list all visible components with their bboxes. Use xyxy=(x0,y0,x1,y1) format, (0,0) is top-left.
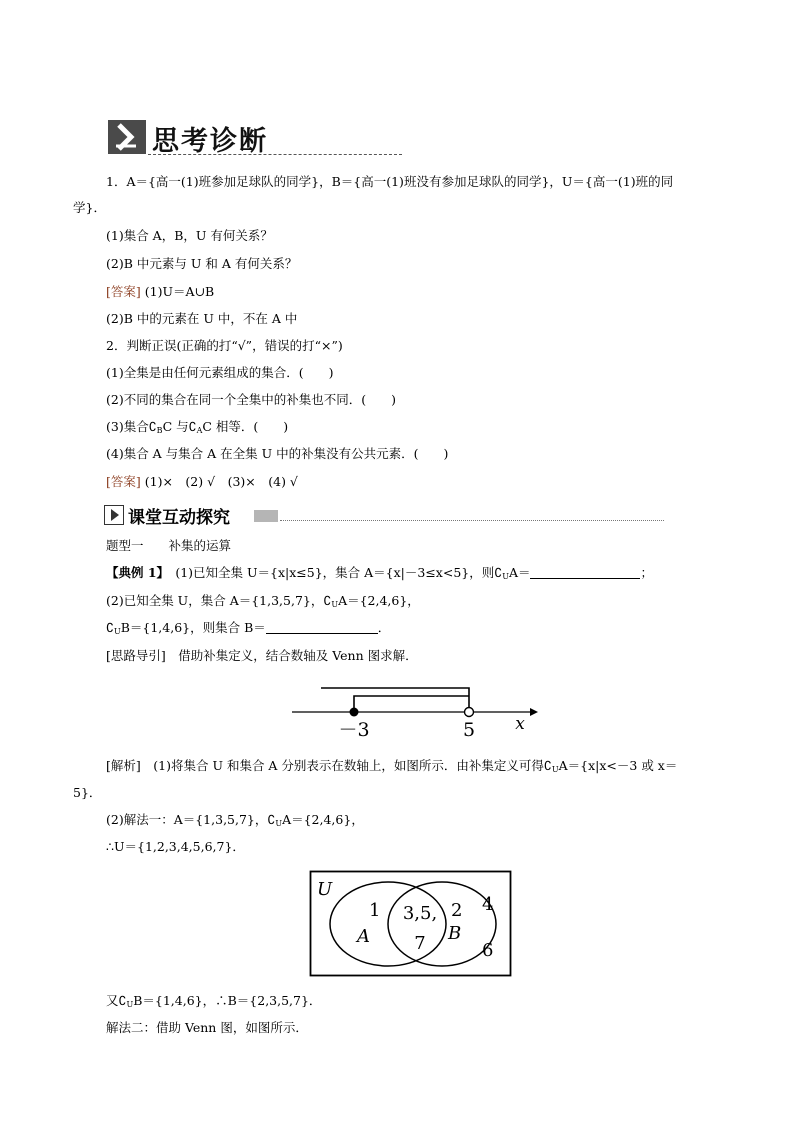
q2-s4: (4)集合 A 与集合 A 在全集 U 中的补集没有公共元素．( ) xyxy=(106,446,449,461)
q1-sub2: (2)B 中元素与 U 和 A 有何关系？ xyxy=(106,256,298,271)
example-line1 xyxy=(106,565,653,585)
example-line3 xyxy=(106,620,390,640)
dotted-divider xyxy=(280,520,664,521)
example-text: B＝{1,4,6}，则集合 B＝ xyxy=(120,620,266,635)
hint-tag: [思路导引] xyxy=(106,648,166,663)
left-label: －3 xyxy=(338,719,370,741)
arrow-icon xyxy=(108,120,146,154)
answer-text: (1)U＝A∪B xyxy=(144,284,215,299)
subscript: U xyxy=(551,765,559,774)
hint-line xyxy=(106,648,418,664)
set-a-bracket xyxy=(354,696,469,712)
example-text: (2)已知全集 U，集合 A＝{1,3,5,7}，∁ xyxy=(106,593,332,608)
elements-both-bottom: 7 xyxy=(414,933,426,954)
q2-s1: (1)全集是由任何元素组成的集合．( ) xyxy=(106,365,334,380)
q2-s3-part: C 相等．( ) xyxy=(202,419,289,434)
analysis-line4: ∴U＝{1,2,3,4,5,6,7}． xyxy=(106,839,245,854)
section-title: 思考诊断 xyxy=(152,126,268,157)
example-text: A＝{2,4,6}， xyxy=(338,593,420,608)
right-label: 5 xyxy=(462,719,476,741)
analysis-text: B＝{1,4,6}，∴B＝{2,3,5,7}． xyxy=(133,993,322,1008)
subscript: U xyxy=(126,1000,134,1009)
example-text: (1)已知全集 U＝{x|x≤5}，集合 A＝{x|－3≤x<5}，则∁ xyxy=(162,565,503,580)
analysis-text: A＝{2,4,6}， xyxy=(282,812,364,827)
arrow-box-icon xyxy=(104,505,124,525)
answer-blank xyxy=(530,566,640,579)
subscript: U xyxy=(331,600,339,609)
example-text: ． xyxy=(377,620,391,635)
answer-tag: [答案] xyxy=(106,284,141,299)
subscript: A xyxy=(196,426,203,435)
universe-label: U xyxy=(317,879,333,900)
q1-answer2: (2)B 中的元素在 U 中，不在 A 中 xyxy=(106,311,298,326)
grey-bar xyxy=(254,510,278,522)
example-text: A＝ xyxy=(508,565,531,580)
example-text: ∁ xyxy=(106,620,114,635)
q1-sub1: (1)集合 A，B，U 有何关系？ xyxy=(106,228,273,243)
analysis-tag: [解析] xyxy=(106,758,141,773)
axis-label: x xyxy=(515,714,525,734)
answer-tag: [答案] xyxy=(106,474,141,489)
venn-diagram xyxy=(309,870,513,978)
analysis-text: (1)将集合 U 和集合 A 分别表示在数轴上，如图所示．由补集定义可得∁ xyxy=(140,758,552,773)
example-text: ； xyxy=(640,565,653,580)
subscript: U xyxy=(502,572,509,581)
q2-answer xyxy=(106,474,298,490)
element-only-a: 1 xyxy=(369,900,381,921)
answer-blank xyxy=(266,621,378,634)
element-outside-4: 4 xyxy=(482,894,494,915)
q1-answer xyxy=(106,284,214,300)
element-only-b: 2 xyxy=(451,900,463,921)
set-b-label: B xyxy=(448,923,462,944)
set-u-bracket xyxy=(321,688,469,712)
type-title: 题型一 补集的运算 xyxy=(106,538,232,553)
axis-arrow-icon xyxy=(530,708,538,716)
q2-s2: (2)不同的集合在同一个全集中的补集也不同．( ) xyxy=(106,392,396,407)
q1-line1: 1．A＝{高一(1)班参加足球队的同学}，B＝{高一(1)班没有参加足球队的同学}，U＝{高一(1)班的同 xyxy=(106,174,674,189)
q1-line2: 学}． xyxy=(73,200,106,215)
example-line2 xyxy=(106,593,420,613)
q2-s3 xyxy=(106,419,288,439)
q2-s3-part: C 与∁ xyxy=(162,419,197,434)
analysis-line6: 解法二：借助 Venn 图，如图所示． xyxy=(106,1020,308,1035)
elements-both-top: 3,5, xyxy=(402,903,438,924)
hint-text: 借助补集定义，结合数轴及 Venn 图求解． xyxy=(165,648,418,663)
section-header-classroom xyxy=(104,502,666,526)
subscript: U xyxy=(113,627,121,636)
analysis-line1 xyxy=(106,758,677,778)
set-a-label: A xyxy=(357,926,370,947)
open-point xyxy=(465,708,474,717)
q2-s3-part: (3)集合∁ xyxy=(106,419,157,434)
number-line-figure xyxy=(288,682,538,742)
analysis-line5 xyxy=(106,993,321,1013)
analysis-text: A＝{x|x<－3 或 x＝ xyxy=(558,758,678,773)
subscript: U xyxy=(275,819,283,828)
subscript: B xyxy=(156,426,163,435)
element-outside-6: 6 xyxy=(482,940,494,961)
answer-text: (1)× (2) √ (3)× (4) √ xyxy=(144,474,298,489)
dashed-divider xyxy=(148,154,402,155)
analysis-text: (2)解法一：A＝{1,3,5,7}，∁ xyxy=(106,812,276,827)
example-tag: 【典例 1】 xyxy=(106,565,163,580)
closed-point xyxy=(350,708,359,717)
analysis-line3 xyxy=(106,812,364,832)
analysis-line2: 5}． xyxy=(73,785,102,800)
q2-title: 2．判断正误(正确的打“√”，错误的打“×”) xyxy=(106,338,343,353)
analysis-text: 又∁ xyxy=(106,993,127,1008)
section-title: 课堂互动探究 xyxy=(128,508,230,528)
set-b-ellipse xyxy=(388,882,496,966)
